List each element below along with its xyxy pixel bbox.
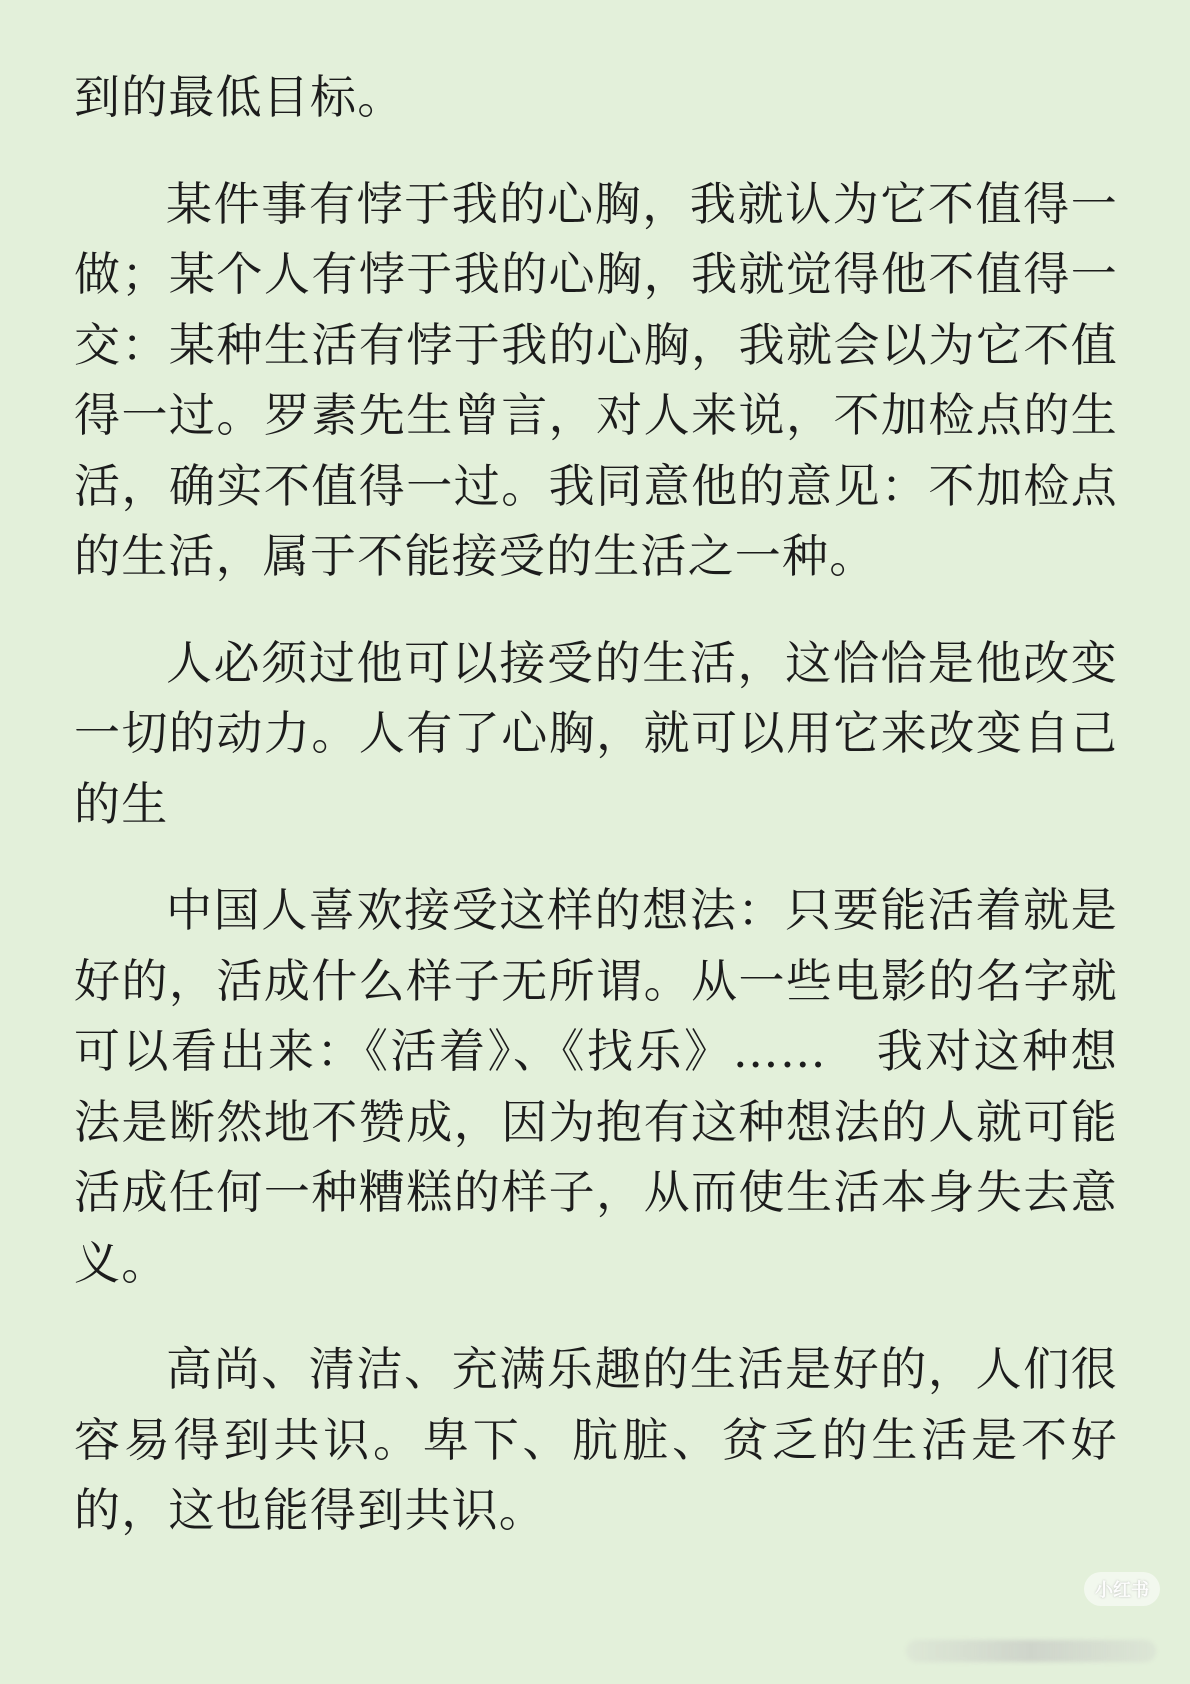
article-body (74, 62, 1118, 1546)
xiaohongshu-watermark-logo: 小红书 (1084, 1572, 1160, 1606)
paragraph-living-idea: 中国人喜欢接受这样的想法：只要能活着就是好的，活成什么样子无所谓。从一些电影的名字就可以看出来：《活着》、《找乐》…… 我对这种想法是断然地不赞成，因为抱有这种想法的人就可能活成任何一种糟糕的样子，从而使生活本身失去意义。 (74, 883, 1118, 1290)
paragraph-noble-life: 高尚、清洁、充满乐趣的生活是好的，人们很容易得到共识。卑下、肮脏、贫乏的生活是不好的，这也能得到共识。 (74, 1342, 1118, 1537)
paragraph-heart-judgment: 某件事有悖于我的心胸，我就认为它不值得一做；某个人有悖于我的心胸，我就觉得他不值得一交：某种生活有悖于我的心胸，我就会以为它不值得一过。罗素先生曾言，对人来说，不加检点的生活，确实不值得一过。我同意他的意见：不加检点的生活，属于不能接受的生活之一种。 (74, 176, 1118, 583)
paragraph-acceptable-life: 人必须过他可以接受的生活，这恰恰是他改变一切的动力。人有了心胸，就可以用它来改变自己的生 (74, 635, 1118, 831)
blurred-username-strip (906, 1640, 1156, 1662)
paragraph-continuation: 到的最低目标。 (74, 70, 405, 124)
